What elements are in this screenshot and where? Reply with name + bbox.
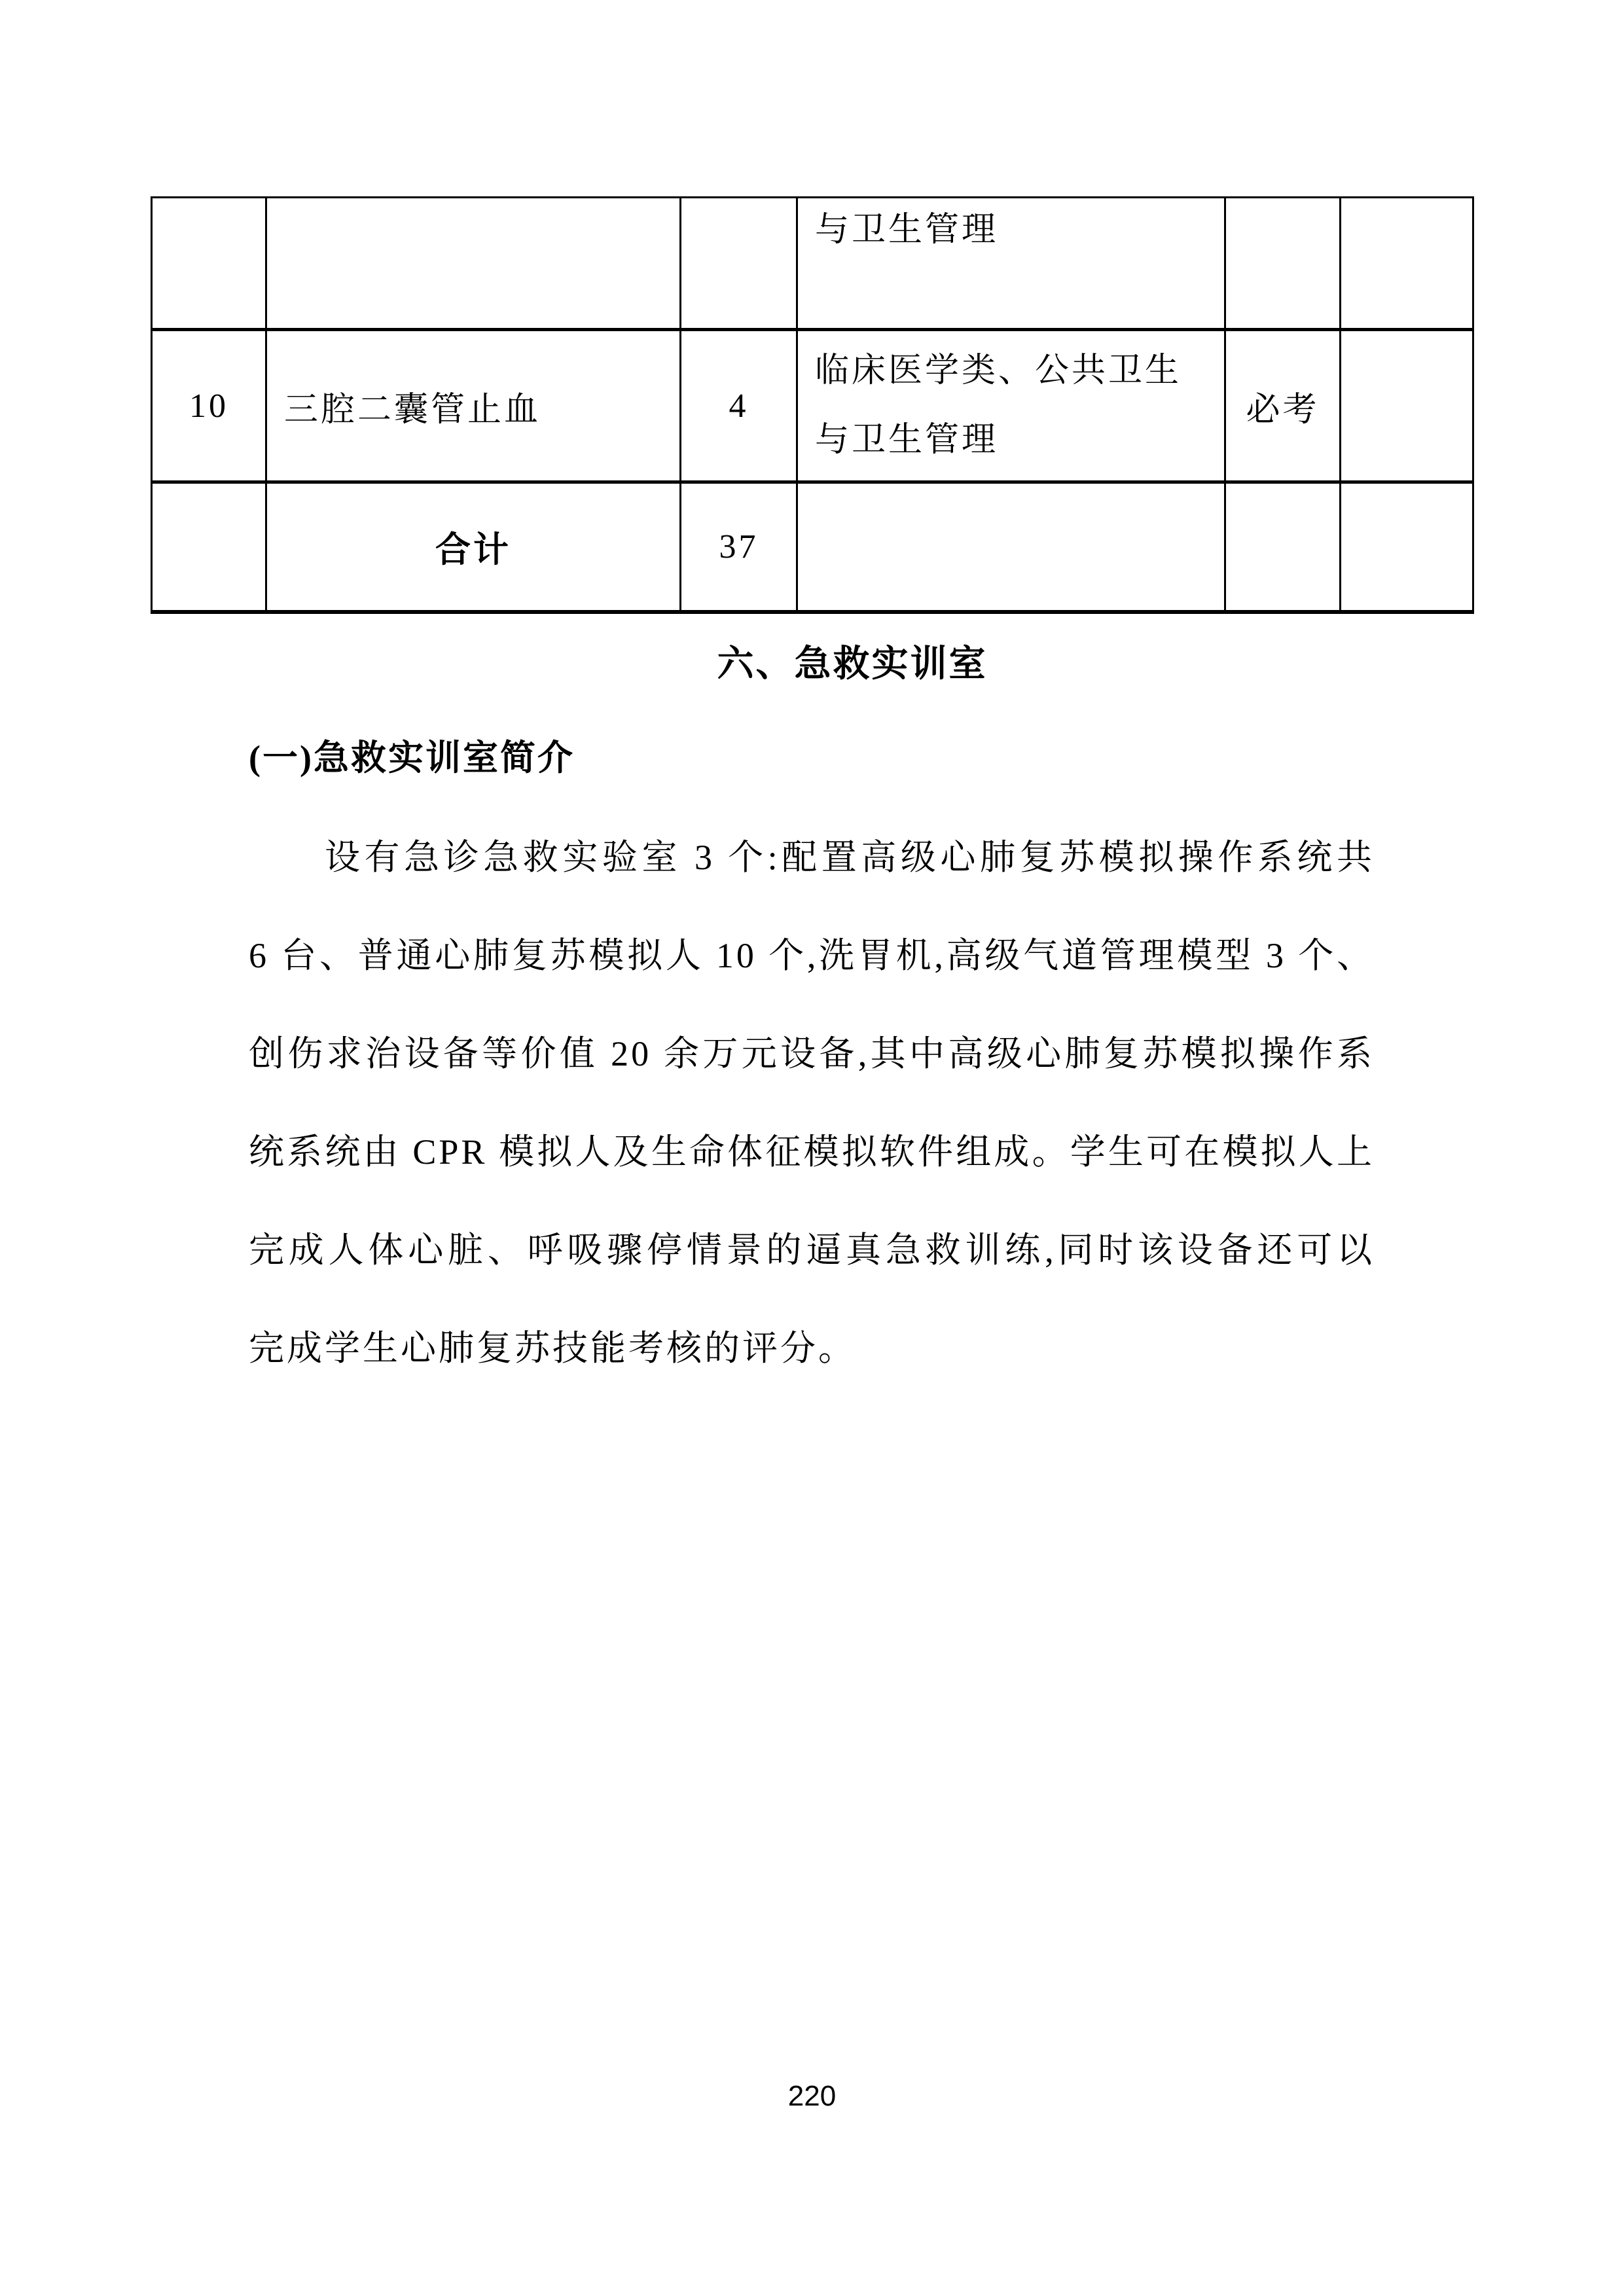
paragraph-line: 统系统由 CPR 模拟人及生命体征模拟软件组成。学生可在模拟人上 bbox=[249, 1132, 1375, 1172]
paragraph-line: 完成学生心肺复苏技能考核的评分。 bbox=[249, 1329, 856, 1368]
cell-count: 4 bbox=[681, 330, 797, 482]
table-row-total bbox=[152, 482, 1473, 612]
majors-line-1: 临床医学类、公共卫生 bbox=[815, 352, 1182, 389]
cell-total-label: 合计 bbox=[266, 482, 681, 612]
majors-line-2: 与卫生管理 bbox=[815, 422, 999, 459]
majors-wrapped-line: 与卫生管理 bbox=[815, 211, 999, 249]
sub-heading: (一)急救实训室简介 bbox=[249, 738, 575, 778]
paragraph-line: 设有急诊急救实验室 3 个:配置高级心肺复苏模拟操作系统共 bbox=[325, 838, 1375, 877]
cell-seq-empty bbox=[152, 198, 266, 330]
cell-exam-empty bbox=[1225, 198, 1341, 330]
cell-total-value: 37 bbox=[681, 482, 797, 612]
table-row-continued bbox=[152, 198, 1473, 330]
cell-count-empty bbox=[681, 198, 797, 330]
cell-remark-empty bbox=[1341, 482, 1473, 612]
cell-exam-required: 必考 bbox=[1225, 330, 1341, 482]
paragraph-line: 创伤求治设备等价值 20 余万元设备,其中高级心肺复苏模拟操作系 bbox=[249, 1034, 1375, 1073]
table-row-10 bbox=[152, 330, 1473, 482]
cell-majors bbox=[797, 330, 1225, 482]
section-heading bbox=[249, 638, 1375, 691]
cell-project-name: 三腔二囊管止血 bbox=[266, 330, 681, 482]
cell-remark-empty bbox=[1341, 198, 1473, 330]
cell-project-empty bbox=[266, 198, 681, 330]
intro-paragraph bbox=[249, 808, 1375, 1397]
cell-exam-empty bbox=[1225, 482, 1341, 612]
paragraph-line: 6 台、普通心肺复苏模拟人 10 个,洗胃机,高级气道管理模型 3 个、 bbox=[249, 936, 1375, 975]
cell-remark-empty bbox=[1341, 330, 1473, 482]
cell-majors-continued bbox=[797, 198, 1225, 330]
page-number: 220 bbox=[787, 2080, 837, 2112]
cell-majors-empty bbox=[797, 482, 1225, 612]
cell-seq-number: 10 bbox=[152, 330, 266, 482]
training-items-table bbox=[151, 196, 1474, 614]
paragraph-line: 完成人体心脏、呼吸骤停情景的逼真急救训练,同时该设备还可以 bbox=[249, 1230, 1375, 1270]
section-heading-text: 六、急救实训室 bbox=[717, 644, 988, 685]
cell-seq-empty bbox=[152, 482, 266, 612]
